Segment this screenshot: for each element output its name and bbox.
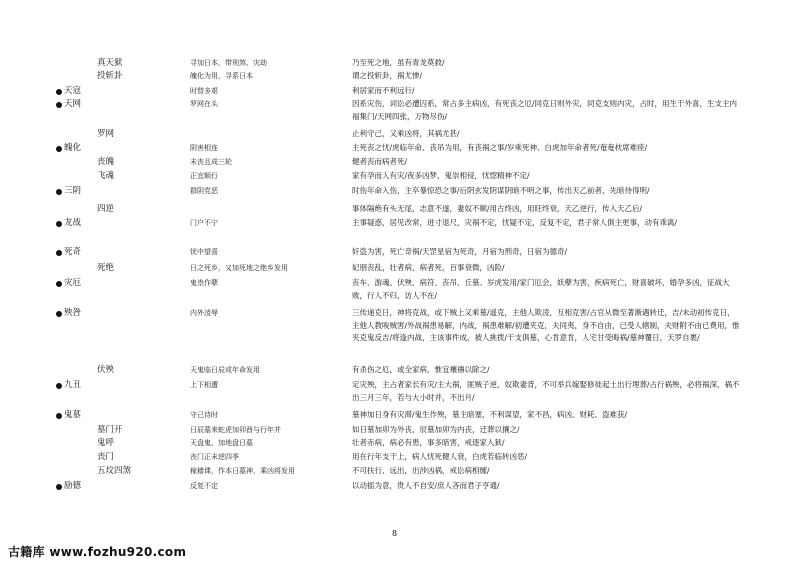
bullet-icon: [56, 250, 62, 256]
term-name: 三阴: [64, 186, 82, 196]
term-name: 丧门: [97, 452, 115, 462]
bullet-icon: [56, 146, 62, 152]
term-meaning: 墓神加日身有灾滞/鬼生作殃，墓主暗塞，不利谋望，家不昌，病凶、财耗、盗难获/: [352, 410, 628, 419]
term-name: 飞魂: [97, 171, 115, 181]
bullet-icon: [56, 383, 62, 389]
term-name: 天寇: [64, 86, 82, 96]
term-condition: 守己待时: [190, 411, 218, 419]
term-meaning: 丧车、游魂、伏殃、病符、丧吊、丘墓、岁虎发用/家门厄会，妖孽为害，疾病死亡，财喜破坏，婚孕多凶，征战大败，行人不归，访人不在/: [352, 278, 730, 300]
term-meaning: 以动摇为意，贵人不自安/庶人吝而君子亨通/: [352, 481, 500, 490]
term-name: 死绝: [97, 263, 115, 273]
bullet-icon: [56, 281, 62, 287]
term-name: 真天狱: [97, 58, 123, 68]
term-meaning: 不可扶行、远出，出涉凶祸，戒讼病相缠/: [352, 466, 490, 475]
bullet-icon: [56, 221, 62, 227]
term-name: 四逆: [97, 204, 115, 214]
term-meaning: 事体隔绝有头无尾，志意不遂，妻奴不顺/用古终凶，用旺终衰，天乙逆行，传入天乙后/: [352, 204, 643, 213]
term-meaning: 三传递克日，神将克战，或下贼上又乘墓/遥克，主他人欺凌，互相克害/占官从微至著渐遇转迁，吉/未动初传克日，主他人教唆贼害/外战祸患易解，内战，祸患难解/初遭夹克，夫同夷，身不自由，已受人辖制，夫财附不由已费用，惟夹克鬼反吉/将逢内战，主该事件成，被人挑拨/干支俱墓，心肯意肯，人宅甘受晦祸/墓神覆日，天罗自裹/: [352, 308, 740, 343]
term-meaning: 有杀伤之厄，或全家病，惟宜禳禱以除之/: [352, 365, 490, 374]
term-name: 灾厄: [64, 278, 82, 288]
term-meaning: 定灾殃，主占者家长有灾/主大祸，匪贼子逆，奴欺妻背，不可举兵嫁娶修徙起土出行埋葬/占行祸殃，必将祸深，祸不出三月三年，若与大小时并，不出月/: [352, 380, 740, 402]
term-name: 伏殃: [97, 365, 115, 375]
term-condition: 阴害相连: [190, 144, 218, 152]
term-meaning: 时伤年命入伤，主卒暴惊恐之事/后阴玄发阴谋阴暗不明之事，传出天乙前者，先暗待得明/: [352, 186, 650, 195]
term-condition: 门户不宁: [190, 219, 218, 227]
term-meaning: 利居家而不利远行/: [352, 86, 415, 95]
bullet-icon: [56, 413, 62, 419]
term-meaning: 如日墓加卯为外丧，辰墓加卯为内丧，迁葬以攘之/: [352, 425, 520, 434]
term-condition: 稼穑课，作本日墓神，乘凶将发用: [190, 467, 295, 475]
term-condition: 魄化为用，寻系日本: [190, 72, 253, 80]
term-name: 投斩卦: [97, 71, 123, 81]
bullet-icon: [56, 89, 62, 95]
site-footer[interactable]: [8, 543, 186, 560]
term-meaning: 妃朋丧乱，壮者病，病者死，百事衰微，凶险/: [352, 263, 505, 272]
site-name: 古籍库: [8, 545, 45, 559]
term-condition: 忧中望喜: [190, 248, 218, 256]
term-name: 墓门开: [97, 425, 123, 435]
site-url[interactable]: www.fozhu920.com: [49, 545, 187, 559]
term-condition: 反复不定: [190, 482, 218, 490]
term-name: 天网: [64, 99, 82, 109]
bullet-icon: [56, 311, 62, 317]
term-name: 励德: [64, 481, 82, 491]
bullet-icon: [56, 484, 62, 490]
term-name: 鬼墓: [64, 410, 82, 420]
term-name: 殃咎: [64, 308, 82, 318]
term-condition: 未丧且成三轮: [190, 158, 232, 166]
term-condition: 时替多艰: [190, 87, 218, 95]
term-meaning: 奸盗为害，死亡奇祸/天罡星宿为死奇，月宿为刑奇，日宿为德奇/: [352, 247, 568, 256]
term-condition: 内外凌辱: [190, 309, 218, 317]
term-meaning: 因系灾伤，词讼必遭囚系，常占多主病凶，有死丧之厄/同克日则外灾，同克支则内灾，占时，用生干外喜，生支主内福集门/天网四张，万物尽伤/: [352, 99, 738, 121]
term-condition: 罗网在头: [190, 100, 218, 108]
term-meaning: 谓之投斩卦，祸尤惨/: [352, 71, 423, 80]
term-condition: 丧门正未逆四季: [190, 453, 239, 461]
term-condition: 天盘鬼，加地盘日墓: [190, 439, 253, 447]
bullet-icon: [56, 102, 62, 108]
term-meaning: 家有孕而人有灾/夜多凶梦，鬼崇相侵，忧惚精神不定/: [352, 171, 530, 180]
term-meaning: 壮者赤病，病必有患，事多暗害，戒逐家入狱/: [352, 438, 505, 447]
term-name: 罗网: [97, 129, 115, 139]
term-condition: 日之死乡，又加死地之绝乡发用: [190, 264, 288, 272]
term-meaning: 用在行年支干上，病人忧死健人衰，白虎若临转凶恶/: [352, 452, 528, 461]
page-number: 8: [392, 529, 398, 538]
term-condition: 群阴党恶: [190, 187, 218, 195]
term-meaning: 主死丧之忧/虎临年命、丧吊为用，有丧祸之事/岁乘死神、白虎加年命者死/奄奄枕席难痊/: [352, 143, 648, 152]
term-name: 死奇: [64, 247, 82, 257]
term-condition: 上下相遭: [190, 381, 218, 389]
term-condition: 寻加日本，带刑煞、灾劫: [190, 59, 267, 67]
term-name: 九丑: [64, 380, 82, 390]
term-name: 丧魄: [97, 157, 115, 167]
term-meaning: 健者丧而病者死/: [352, 157, 408, 166]
term-meaning: 乃至死之地，虽有青龙莫救/: [352, 58, 445, 67]
term-condition: 正宜顺行: [190, 172, 218, 180]
bullet-icon: [56, 189, 62, 195]
term-name: 龙战: [64, 218, 82, 228]
term-meaning: 主事疑惑，居见改常，进寸退尺，灾祸不定，忧疑不定，反复不定，君子常人俱主更事，动有乖离/: [352, 218, 678, 227]
term-condition: 日辰墓来蛇虎加卯酉与行年并: [190, 426, 281, 434]
term-condition: 天鬼临日辰或年命发用: [190, 366, 260, 374]
term-name: 五坟四煞: [97, 466, 132, 476]
term-name: 鬼呼: [97, 438, 115, 448]
term-meaning: 止利守己，又乘凶将，其祸尤甚/: [352, 129, 460, 138]
term-condition: 鬼祟作孽: [190, 279, 218, 287]
term-name: 魄化: [64, 143, 82, 153]
